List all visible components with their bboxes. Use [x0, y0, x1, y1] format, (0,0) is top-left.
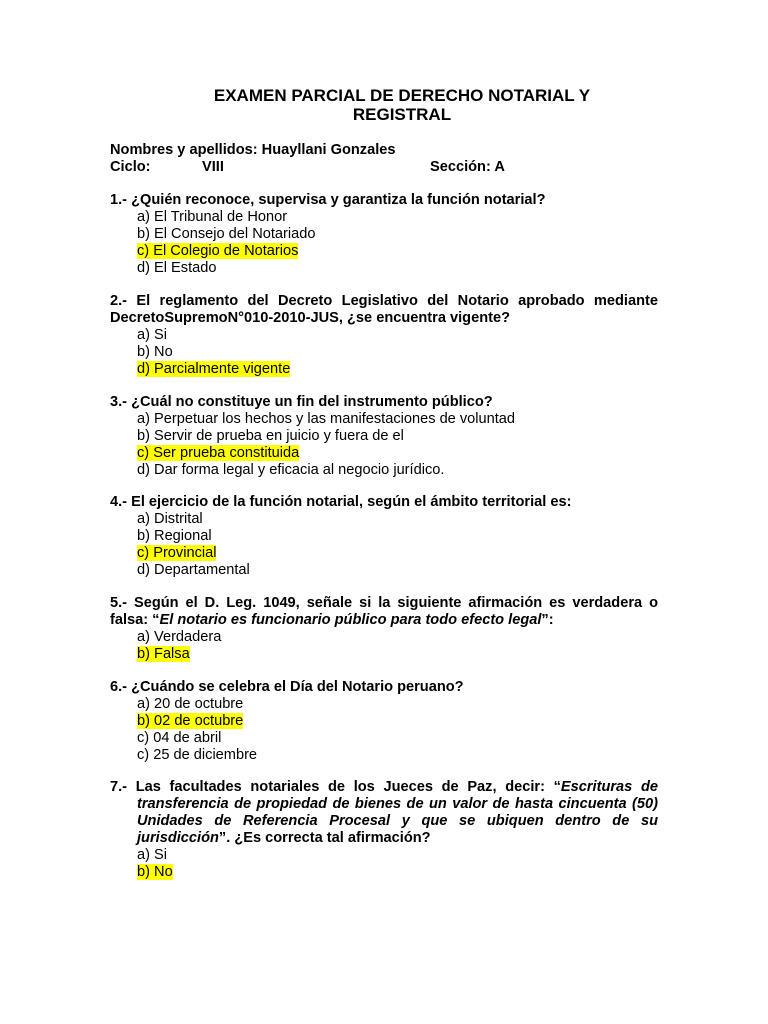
question-3	[110, 394, 658, 479]
option-label: a) 20 de octubre	[137, 696, 244, 712]
option-label: b) Regional	[137, 528, 212, 544]
highlighted-answer: c) Provincial	[137, 545, 217, 561]
option-d	[110, 462, 658, 479]
student-name-value: Huayllani Gonzales	[261, 142, 396, 158]
option-label: d) El Estado	[137, 260, 217, 276]
option-label: d) Dar forma legal y eficacia al negocio jurídico.	[137, 462, 445, 478]
question-6	[110, 679, 658, 764]
question-text: 6.- ¿Cuándo se celebra el Día del Notario peruano?	[110, 679, 464, 695]
question-text-pre: 7.- Las facultades notariales de los Jueces de Paz, decir: “	[110, 779, 561, 795]
question-text-line1: 2.- El reglamento del Decreto Legislativo del Notario aprobado mediante	[110, 293, 658, 309]
option-label: a) Perpetuar los hechos y las manifestaciones de voluntad	[137, 411, 516, 427]
option-label: c) 25 de diciembre	[137, 747, 258, 763]
question-text-line2	[110, 612, 658, 629]
question-text: 4.- El ejercicio de la función notarial, según el ámbito territorial es:	[110, 494, 572, 510]
cycle-value: VIII	[202, 159, 224, 175]
option-b	[110, 428, 658, 445]
option-label: a) Distrital	[137, 511, 203, 527]
option-d	[110, 562, 658, 579]
section-label: Sección:	[430, 159, 491, 175]
exam-title-line1: EXAMEN PARCIAL DE DERECHO NOTARIAL Y	[213, 86, 591, 105]
question-text: 3.- ¿Cuál no constituye un fin del instrumento público?	[110, 394, 493, 410]
option-b-selected	[110, 864, 658, 881]
section-field	[430, 159, 505, 176]
highlighted-answer: b) No	[137, 864, 173, 880]
highlighted-answer: c) El Colegio de Notarios	[137, 243, 299, 259]
highlighted-answer: b) 02 de octubre	[137, 713, 244, 729]
option-a	[110, 327, 658, 344]
option-d	[110, 260, 658, 277]
option-label: d) Departamental	[137, 562, 250, 578]
question-text: 1.- ¿Quién reconoce, supervisa y garantiza la función notarial?	[110, 192, 546, 208]
option-c-selected	[110, 243, 658, 260]
question-1	[110, 192, 658, 277]
question-text-line1: 5.- Según el D. Leg. 1049, señale si la siguiente afirmación es verdadera o	[110, 595, 658, 611]
option-label: b) Servir de prueba en juicio y fuera de el	[137, 428, 404, 444]
option-c2	[110, 747, 658, 764]
option-a	[110, 847, 658, 864]
option-c-selected	[110, 545, 658, 562]
question-5	[110, 595, 658, 663]
option-c	[110, 730, 658, 747]
option-label: a) Verdadera	[137, 629, 222, 645]
option-a	[110, 209, 658, 226]
question-4	[110, 494, 658, 579]
student-header	[110, 142, 670, 176]
option-a	[110, 696, 658, 713]
question-statement: Escrituras de transferencia de propiedad de bienes de un valor de hasta cincuenta (50) Unidades de Referencia Procesal y que se ubiquen dentro de su jurisdicción	[137, 779, 658, 846]
exam-title	[110, 86, 694, 124]
question-statement: El notario es funcionario público para todo efecto legal	[159, 612, 542, 628]
option-a	[110, 629, 658, 646]
option-d-selected	[110, 361, 658, 378]
option-label: a) Si	[137, 327, 168, 343]
option-label: b) No	[137, 344, 173, 360]
highlighted-answer: b) Falsa	[137, 646, 190, 662]
option-label: a) El Tribunal de Honor	[137, 209, 288, 225]
option-label: b) El Consejo del Notariado	[137, 226, 316, 242]
option-label: a) Si	[137, 847, 168, 863]
section-value: A	[494, 159, 505, 175]
option-b	[110, 528, 658, 545]
option-label: c) 04 de abril	[137, 730, 222, 746]
question-text	[110, 293, 658, 327]
exam-title-line2: REGISTRAL	[352, 105, 452, 124]
question-text	[110, 595, 658, 629]
question-2	[110, 293, 658, 378]
student-name-row	[110, 142, 670, 159]
question-text-line2: DecretoSupremoN°010-2010-JUS, ¿se encuentra vigente?	[110, 310, 511, 326]
option-c-selected	[110, 445, 658, 462]
option-b	[110, 226, 658, 243]
option-a	[110, 411, 658, 428]
cycle-label: Ciclo:	[110, 159, 151, 175]
option-b	[110, 344, 658, 361]
student-name-label: Nombres y apellidos:	[110, 142, 258, 158]
question-text	[110, 779, 658, 847]
highlighted-answer: c) Ser prueba constituida	[137, 445, 300, 461]
option-a	[110, 511, 658, 528]
option-b-selected	[110, 713, 658, 730]
option-b-selected	[110, 646, 658, 663]
question-7	[110, 779, 658, 881]
highlighted-answer: d) Parcialmente vigente	[137, 361, 291, 377]
question-text-pre: falsa: “	[110, 612, 160, 628]
question-text-post: ”:	[541, 612, 554, 628]
question-text-post: ”. ¿Es correcta tal afirmación?	[218, 830, 431, 846]
cycle-section-row	[110, 159, 670, 176]
